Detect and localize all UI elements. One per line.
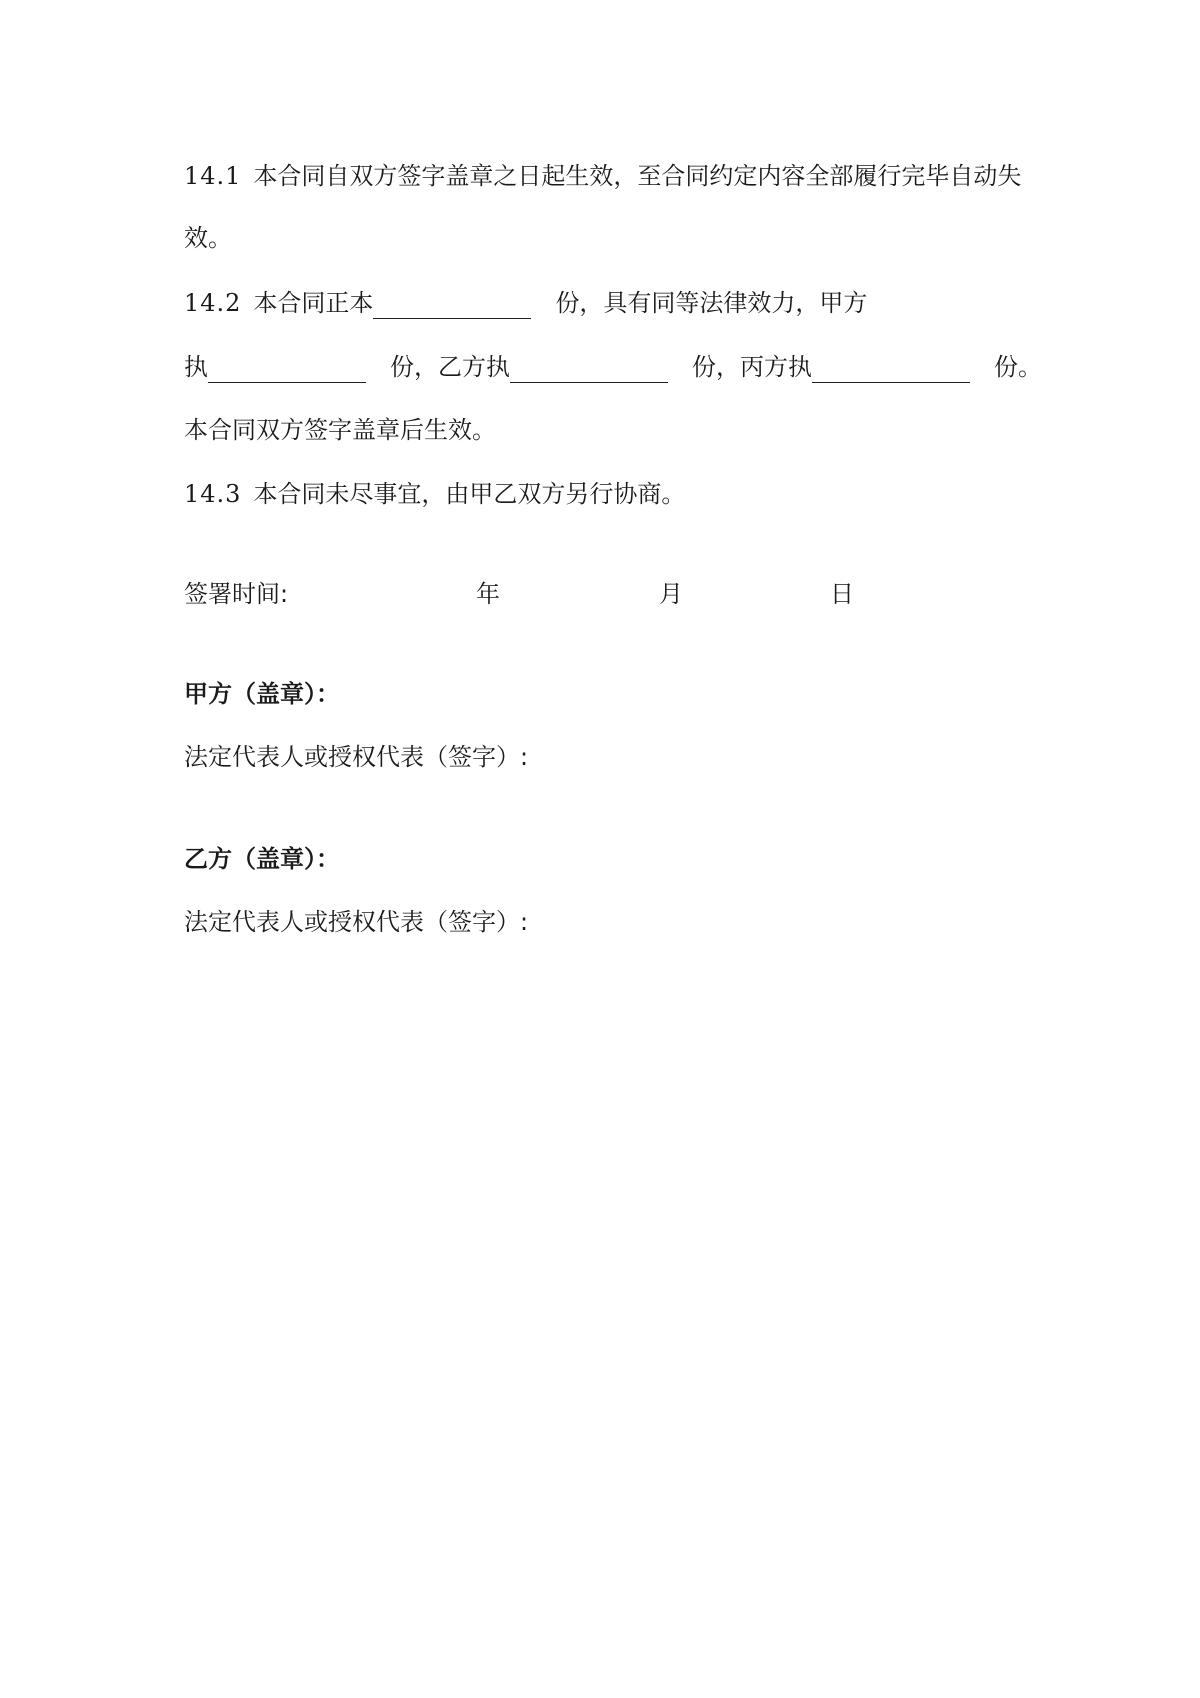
clause-14-2-line-3 (184, 414, 496, 446)
party-b-title: 乙方（盖章）： (184, 845, 340, 873)
clause-text: 本合同双方签字盖章后生效。 (184, 416, 496, 444)
party-a-copies-blank[interactable] (208, 356, 366, 383)
party-a-title: 甲方（盖章）： (184, 680, 340, 708)
clause-number: 14.2 (184, 289, 242, 317)
clause-text: 本合同正本 (253, 289, 374, 317)
clause-14-1-line-2 (184, 222, 232, 254)
clause-14-3-line (184, 478, 685, 510)
clause-text: 本合同自双方签字盖章之日起生效，至合同约定内容全部履行完毕自动失 (253, 162, 1022, 190)
clause-text: 份，具有同等法律效力，甲方 (555, 289, 868, 317)
signing-date-label: 签署时间: (184, 580, 289, 608)
clause-text: 份，丙方执 (692, 353, 812, 381)
party-b-copies-blank[interactable] (510, 356, 668, 383)
clause-14-1-line-1 (184, 160, 1021, 192)
party-c-copies-blank[interactable] (812, 356, 970, 383)
signing-day: 日 (830, 580, 854, 608)
clause-14-2-line-2 (184, 351, 1042, 383)
clause-text: 执 (184, 353, 208, 381)
party-b-representative: 法定代表人或授权代表（签字）: (184, 908, 529, 936)
clause-number: 14.3 (184, 480, 242, 508)
clause-text: 份，乙方执 (390, 353, 510, 381)
clause-text: 本合同未尽事宜，由甲乙双方另行协商。 (253, 480, 686, 508)
party-a-representative: 法定代表人或授权代表（签字）: (184, 743, 529, 771)
clause-text: 份。 (994, 353, 1042, 381)
clause-14-2-line-1 (184, 287, 867, 319)
signing-date-row (184, 578, 884, 610)
signing-month: 月 (659, 580, 683, 608)
clause-number: 14.1 (184, 162, 242, 190)
signing-year: 年 (476, 580, 500, 608)
clause-text: 效。 (184, 224, 232, 252)
copies-original-blank[interactable] (373, 292, 531, 319)
